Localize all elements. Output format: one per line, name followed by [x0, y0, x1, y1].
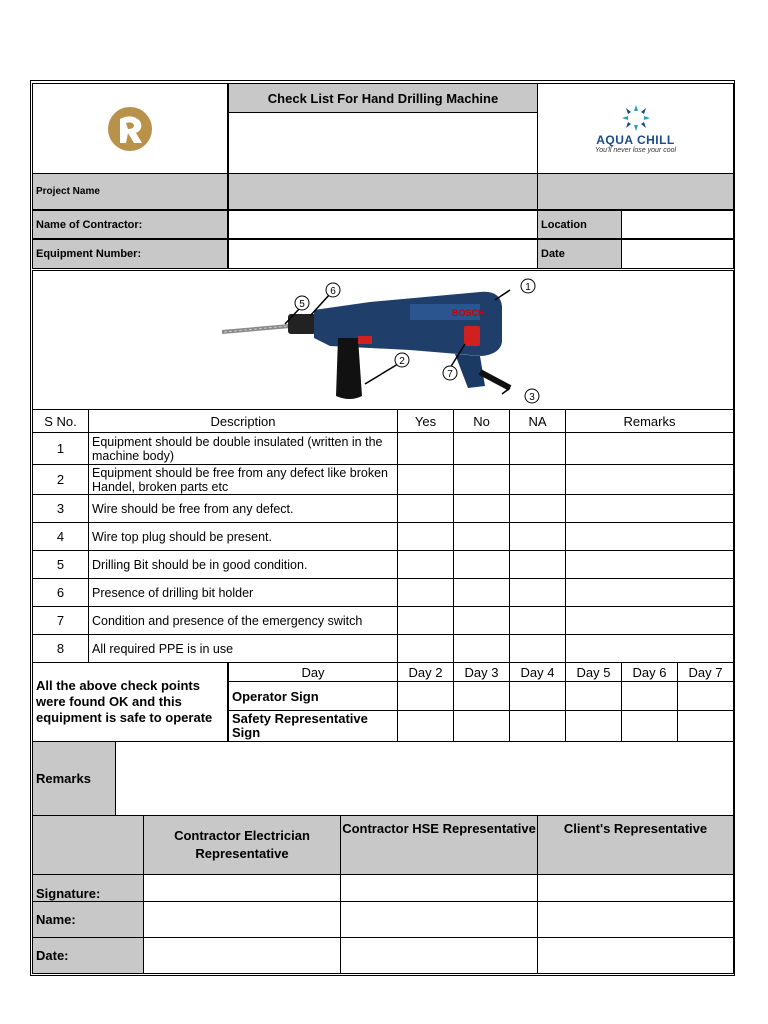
- callout-3: 3: [529, 392, 535, 403]
- safety-rep-sign-label: Safety Representative Sign: [228, 710, 398, 742]
- operator-sign-label: Operator Sign: [228, 681, 398, 711]
- safety-sign-cell[interactable]: [677, 710, 734, 742]
- col-client-rep: Client's Representative: [537, 815, 734, 875]
- project-name-label: Project Name: [32, 173, 228, 210]
- row-number: 6: [32, 578, 89, 607]
- row-number: 1: [32, 432, 89, 465]
- na-cell[interactable]: [509, 578, 566, 607]
- row-number: 8: [32, 634, 89, 663]
- safety-sign-cell[interactable]: [509, 710, 566, 742]
- name-field-2[interactable]: [340, 901, 538, 938]
- contractor-label: Name of Contractor:: [32, 210, 228, 239]
- day-header: Day 7: [677, 662, 734, 682]
- day-header: Day 6: [621, 662, 678, 682]
- checklist-item: Presence of drilling bit holder: [88, 578, 398, 607]
- day-header: Day 5: [565, 662, 622, 682]
- drill-brand-label: BOSCH: [452, 308, 485, 318]
- remarks-cell[interactable]: [565, 606, 734, 635]
- date-field-2[interactable]: [340, 937, 538, 974]
- remarks-cell[interactable]: [565, 494, 734, 523]
- day-header: Day 3: [453, 662, 510, 682]
- col-contractor-electrician: Contractor Electrician Representative: [143, 815, 341, 875]
- operator-sign-cell[interactable]: [453, 681, 510, 711]
- na-cell[interactable]: [509, 494, 566, 523]
- operator-sign-cell[interactable]: [621, 681, 678, 711]
- no-cell[interactable]: [453, 634, 510, 663]
- col-header-remarks: Remarks: [565, 409, 734, 433]
- hand-drill-diagram: [210, 276, 550, 406]
- row-number: 3: [32, 494, 89, 523]
- brand-tagline: You'll never lose your cool: [594, 147, 677, 154]
- signature-field-1[interactable]: [143, 874, 341, 902]
- safety-sign-cell[interactable]: [453, 710, 510, 742]
- date-sign-label: Date:: [32, 937, 144, 974]
- checklist-item: Equipment should be free from any defect like broken Handel, broken parts etc: [88, 464, 398, 495]
- callout-7: 7: [447, 369, 453, 380]
- callout-5: 5: [299, 299, 305, 310]
- yes-cell[interactable]: [397, 522, 454, 551]
- na-cell[interactable]: [509, 522, 566, 551]
- no-cell[interactable]: [453, 464, 510, 495]
- signature-corner: [32, 815, 144, 875]
- contractor-field[interactable]: [228, 210, 538, 239]
- yes-cell[interactable]: [397, 578, 454, 607]
- signature-field-2[interactable]: [340, 874, 538, 902]
- date-field[interactable]: [621, 239, 734, 269]
- row-number: 5: [32, 550, 89, 579]
- row-number: 4: [32, 522, 89, 551]
- page-title: Check List For Hand Drilling Machine: [228, 83, 538, 113]
- col-header-yes: Yes: [397, 409, 454, 433]
- project-name-field[interactable]: [228, 173, 538, 210]
- title-blank-cell: [228, 112, 538, 174]
- remarks-cell[interactable]: [565, 522, 734, 551]
- checklist-item: All required PPE is in use: [88, 634, 398, 663]
- checklist-item: Wire should be free from any defect.: [88, 494, 398, 523]
- yes-cell[interactable]: [397, 550, 454, 579]
- name-field-3[interactable]: [537, 901, 734, 938]
- day-header: Day 4: [509, 662, 566, 682]
- remarks-cell[interactable]: [565, 464, 734, 495]
- no-cell[interactable]: [453, 550, 510, 579]
- yes-cell[interactable]: [397, 432, 454, 465]
- remarks-field[interactable]: [115, 741, 734, 816]
- operator-sign-cell[interactable]: [677, 681, 734, 711]
- col-header-na: NA: [509, 409, 566, 433]
- safety-sign-cell[interactable]: [397, 710, 454, 742]
- brand-logo-icon: [616, 103, 656, 133]
- yes-cell[interactable]: [397, 606, 454, 635]
- signature-field-3[interactable]: [537, 874, 734, 902]
- na-cell[interactable]: [509, 550, 566, 579]
- col-contractor-hse: Contractor HSE Representative: [340, 815, 538, 875]
- na-cell[interactable]: [509, 606, 566, 635]
- callout-1: 1: [525, 282, 531, 293]
- yes-cell[interactable]: [397, 464, 454, 495]
- equipment-number-label: Equipment Number:: [32, 239, 228, 269]
- equipment-number-field[interactable]: [228, 239, 538, 269]
- remarks-label: Remarks: [32, 741, 116, 816]
- callout-6: 6: [330, 286, 336, 297]
- yes-cell[interactable]: [397, 634, 454, 663]
- operator-sign-cell[interactable]: [397, 681, 454, 711]
- col-header-description: Description: [88, 409, 398, 433]
- na-cell[interactable]: [509, 464, 566, 495]
- company-logo-cell: [32, 83, 228, 174]
- safety-statement: All the above check points were found OK and this equipment is safe to operate: [32, 662, 228, 742]
- yes-cell[interactable]: [397, 494, 454, 523]
- no-cell[interactable]: [453, 606, 510, 635]
- remarks-cell[interactable]: [565, 578, 734, 607]
- company-logo-icon: [102, 105, 158, 153]
- operator-sign-cell[interactable]: [509, 681, 566, 711]
- remarks-cell[interactable]: [565, 550, 734, 579]
- no-cell[interactable]: [453, 494, 510, 523]
- location-field[interactable]: [621, 210, 734, 239]
- operator-sign-cell[interactable]: [565, 681, 622, 711]
- callout-2: 2: [399, 356, 405, 367]
- col-header-no: No: [453, 409, 510, 433]
- row-number: 7: [32, 606, 89, 635]
- na-cell[interactable]: [509, 634, 566, 663]
- day-label: Day: [228, 662, 398, 682]
- col-header-sno: S No.: [32, 409, 89, 433]
- remarks-cell[interactable]: [565, 634, 734, 663]
- date-field-3[interactable]: [537, 937, 734, 974]
- location-label: Location: [537, 210, 622, 239]
- safety-sign-cell[interactable]: [565, 710, 622, 742]
- checklist-item: Wire top plug should be present.: [88, 522, 398, 551]
- name-label: Name:: [32, 901, 144, 938]
- date-label: Date: [537, 239, 622, 269]
- brand-logo-cell: [537, 83, 734, 174]
- remarks-cell[interactable]: [565, 432, 734, 465]
- project-extra-field[interactable]: [537, 173, 734, 210]
- signature-label: Signature:: [32, 874, 144, 902]
- checklist-item: Condition and presence of the emergency switch: [88, 606, 398, 635]
- brand-name: AQUA CHILL: [596, 133, 675, 147]
- row-number: 2: [32, 464, 89, 495]
- checklist-item: Equipment should be double insulated (written in the machine body): [88, 432, 398, 465]
- no-cell[interactable]: [453, 522, 510, 551]
- no-cell[interactable]: [453, 578, 510, 607]
- name-field-1[interactable]: [143, 901, 341, 938]
- day-header: Day 2: [397, 662, 454, 682]
- safety-sign-cell[interactable]: [621, 710, 678, 742]
- date-field-1[interactable]: [143, 937, 341, 974]
- na-cell[interactable]: [509, 432, 566, 465]
- checklist-item: Drilling Bit should be in good condition.: [88, 550, 398, 579]
- no-cell[interactable]: [453, 432, 510, 465]
